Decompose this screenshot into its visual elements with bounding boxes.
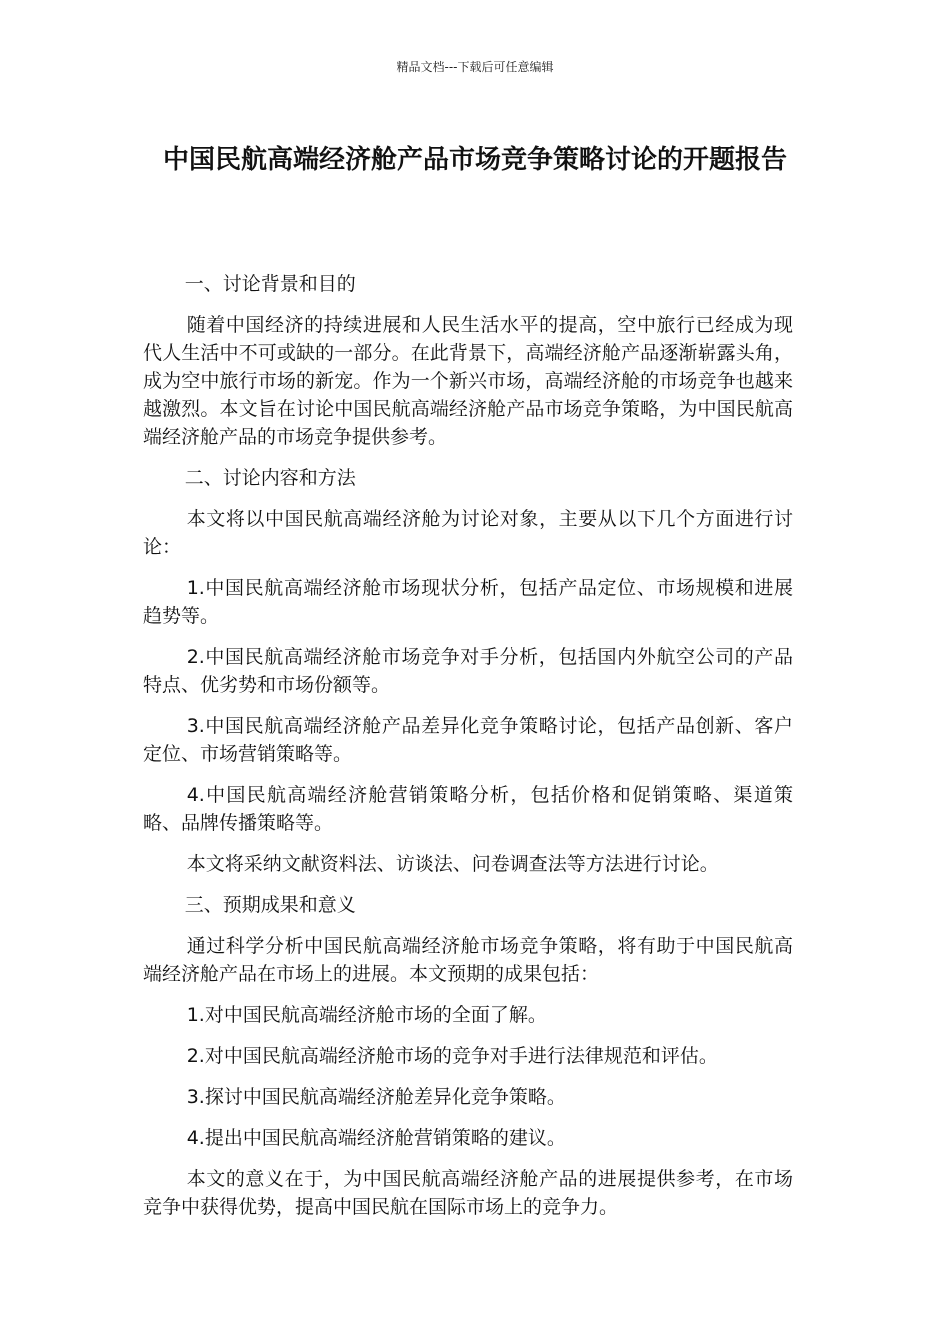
section-2-item: 4.中国民航高端经济舱营销策略分析，包括价格和促销策略、渠道策略、品牌传播策略等。	[143, 784, 793, 834]
section-3-heading: 三、预期成果和意义	[184, 894, 356, 916]
section-1-heading: 一、讨论背景和目的	[184, 273, 356, 295]
section-3-significance: 本文的意义在于，为中国民航高端经济舱产品的进展提供参考，在市场竞争中获得优势，提高中国民航在国际市场上的竞争力。	[143, 1168, 793, 1218]
section-3-item: 4.提出中国民航高端经济舱营销策略的建议。	[186, 1127, 566, 1149]
section-2-method: 本文将采纳文献资料法、访谈法、问卷调查法等方法进行讨论。	[186, 853, 719, 875]
section-3-item: 1.对中国民航高端经济舱市场的全面了解。	[186, 1004, 547, 1026]
section-2-heading: 二、讨论内容和方法	[184, 467, 356, 489]
section-3-item: 3.探讨中国民航高端经济舱差异化竞争策略。	[186, 1086, 566, 1108]
section-3-intro: 通过科学分析中国民航高端经济舱市场竞争策略，将有助于中国民航高端经济舱产品在市场上的进展。本文预期的成果包括：	[143, 935, 793, 985]
section-2-intro: 本文将以中国民航高端经济舱为讨论对象，主要从以下几个方面进行讨论：	[143, 508, 793, 558]
section-2-item: 3.中国民航高端经济舱产品差异化竞争策略讨论，包括产品创新、客户定位、市场营销策略等。	[143, 715, 793, 765]
page-header: 精品文档---下载后可任意编辑	[396, 60, 554, 74]
document-body	[143, 270, 793, 1234]
document-title: 中国民航高端经济舱产品市场竞争策略讨论的开题报告	[162, 145, 787, 175]
section-2-item: 2.中国民航高端经济舱市场竞争对手分析，包括国内外航空公司的产品特点、优劣势和市场份额等。	[143, 646, 793, 696]
section-2-item: 1.中国民航高端经济舱市场现状分析，包括产品定位、市场规模和进展趋势等。	[143, 577, 793, 627]
section-3-item: 2.对中国民航高端经济舱市场的竞争对手进行法律规范和评估。	[186, 1045, 718, 1067]
section-1-paragraph: 随着中国经济的持续进展和人民生活水平的提高，空中旅行已经成为现代人生活中不可或缺的一部分。在此背景下，高端经济舱产品逐渐崭露头角，成为空中旅行市场的新宠。作为一个新兴市场，高端经济舱的市场竞争也越来越激烈。本文旨在讨论中国民航高端经济舱产品市场竞争策略，为中国民航高端经济舱产品的市场竞争提供参考。	[143, 314, 793, 448]
